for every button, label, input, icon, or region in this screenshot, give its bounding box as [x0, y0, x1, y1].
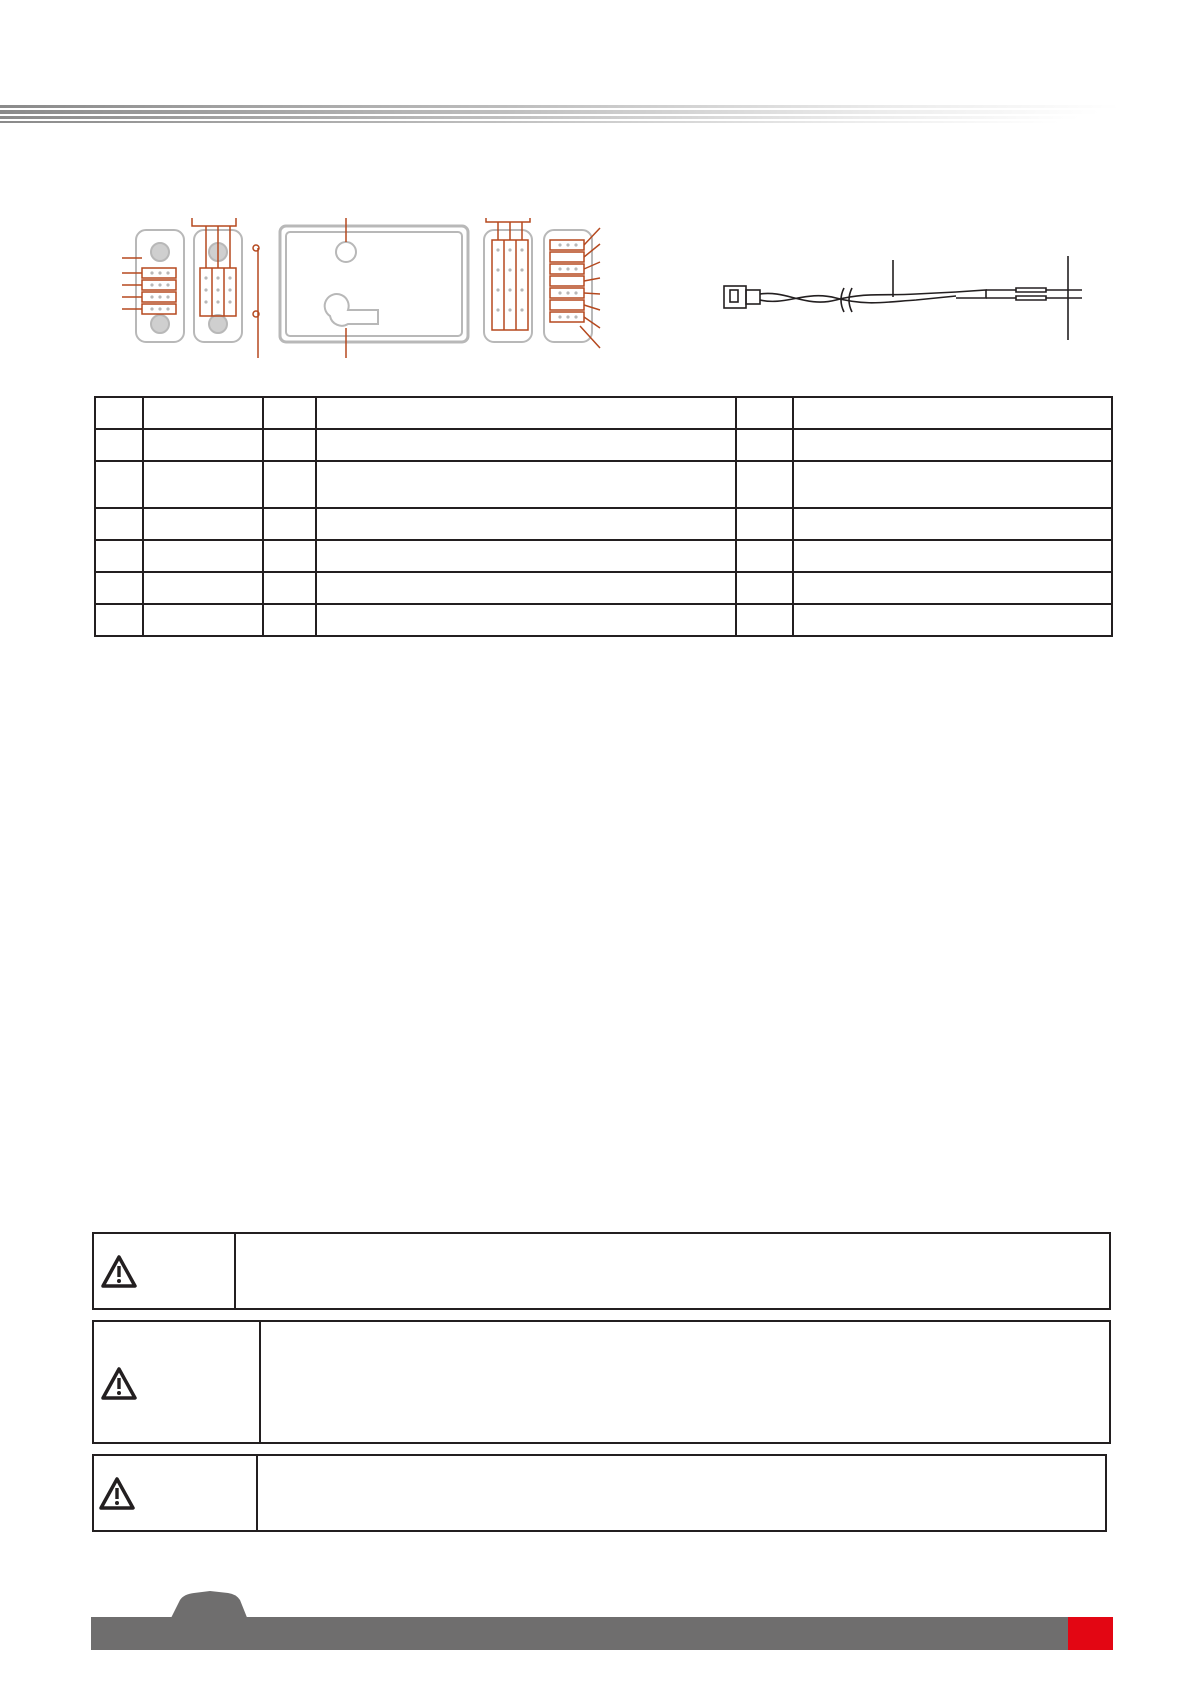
cable-diagram: [716, 250, 1121, 346]
table-cell: [95, 397, 143, 429]
page-number-box: [1068, 1617, 1113, 1650]
table-cell: [143, 572, 263, 604]
footer-tab-shape: [170, 1590, 260, 1620]
table-cell: [263, 604, 316, 636]
table-cell: [316, 429, 736, 461]
table-cell: [143, 540, 263, 572]
table-row: [95, 429, 1112, 461]
warning-label-cell: [94, 1322, 261, 1442]
table-cell: [736, 429, 793, 461]
table-cell: [316, 461, 736, 508]
table-cell: [736, 508, 793, 540]
table-cell: [143, 429, 263, 461]
table-cell: [95, 540, 143, 572]
table-cell: [95, 572, 143, 604]
table-cell: [143, 604, 263, 636]
header-stripes: [0, 0, 1191, 130]
table-cell: [143, 461, 263, 508]
table-cell: [316, 540, 736, 572]
table-cell: [793, 604, 1112, 636]
warning-box: [92, 1232, 1111, 1310]
table-row: [95, 604, 1112, 636]
table-cell: [95, 429, 143, 461]
table-cell: [316, 572, 736, 604]
table-cell: [263, 540, 316, 572]
table-cell: [736, 572, 793, 604]
table-cell: [95, 461, 143, 508]
table-cell: [143, 508, 263, 540]
spec-table: [94, 396, 1113, 637]
table-cell: [793, 397, 1112, 429]
warning-label-cell: [94, 1234, 236, 1308]
table-cell: [736, 461, 793, 508]
footer-bar: [91, 1617, 1068, 1650]
table-cell: [143, 397, 263, 429]
table-cell: [736, 604, 793, 636]
table-row: [95, 461, 1112, 508]
table-cell: [736, 397, 793, 429]
table-cell: [793, 429, 1112, 461]
table-row: [95, 540, 1112, 572]
table-cell: [95, 508, 143, 540]
table-cell: [316, 508, 736, 540]
warning-box: [92, 1454, 1107, 1532]
table-row: [95, 397, 1112, 429]
table-cell: [263, 572, 316, 604]
table-cell: [793, 540, 1112, 572]
table-cell: [793, 572, 1112, 604]
table-cell: [793, 508, 1112, 540]
table-cell: [263, 461, 316, 508]
warning-icon: [98, 1476, 136, 1512]
warning-box: [92, 1320, 1111, 1444]
table-cell: [263, 429, 316, 461]
table-cell: [316, 604, 736, 636]
connector-layout-diagram: [120, 218, 620, 358]
table-row: [95, 572, 1112, 604]
warning-icon: [100, 1254, 138, 1290]
table-cell: [316, 397, 736, 429]
table-cell: [263, 397, 316, 429]
table-row: [95, 508, 1112, 540]
warning-icon: [100, 1366, 138, 1402]
table-cell: [736, 540, 793, 572]
warning-label-cell: [94, 1456, 258, 1530]
table-cell: [263, 508, 316, 540]
table-cell: [95, 604, 143, 636]
table-cell: [793, 461, 1112, 508]
